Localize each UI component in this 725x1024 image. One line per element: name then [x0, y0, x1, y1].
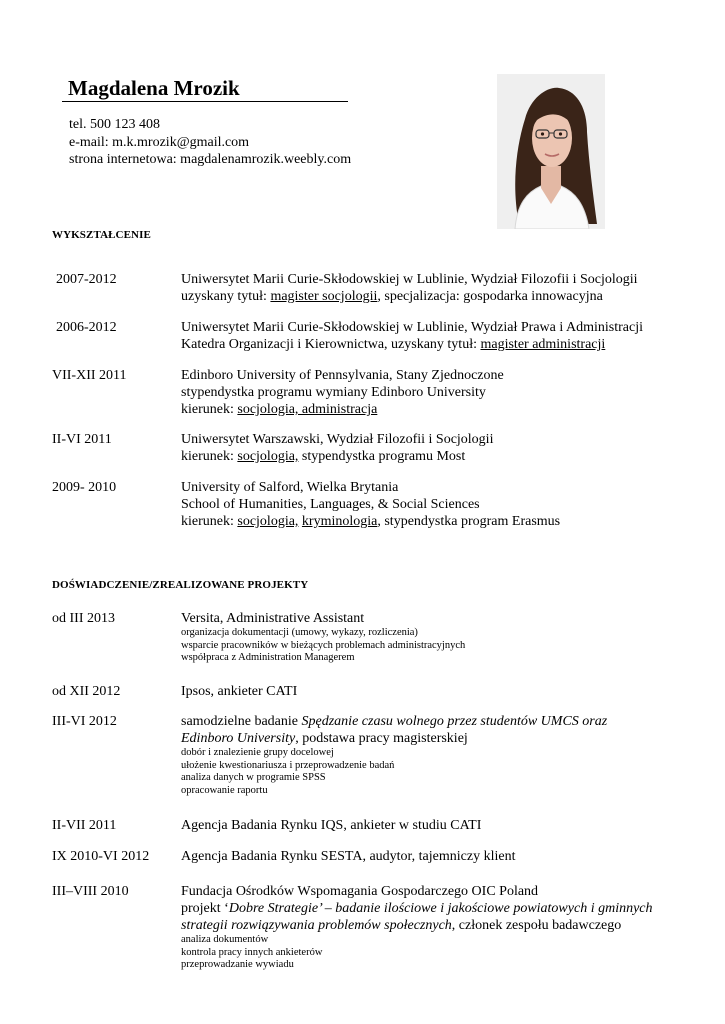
entry-line: School of Humanities, Languages, & Social Sciences: [181, 497, 480, 512]
entry-title: strategii rozwiązywania problemów społecznych, członek zespołu badawczego: [181, 918, 622, 933]
entry-title: Agencja Badania Rynku IQS, ankieter w studiu CATI: [181, 818, 482, 833]
entry-body: [181, 848, 711, 865]
entry-body: [181, 683, 711, 700]
entry-body: [181, 367, 711, 418]
entry-detail: wsparcie pracowników w bieżących problemach administracyjnych: [181, 639, 466, 651]
entry-body: [181, 479, 711, 530]
project-title: strategii rozwiązywania problemów społecznych: [181, 918, 452, 933]
entry-date: od III 2013: [52, 611, 115, 626]
entry-detail: analiza danych w programie SPSS: [181, 772, 326, 784]
project-title: Dobre Strategie’ – badanie ilościowe i jakościowe powiatowych i gminnych: [228, 901, 653, 916]
entry-date: II-VII 2011: [52, 818, 117, 833]
entry-body: [181, 713, 711, 797]
field-of-study: kryminologia: [301, 514, 378, 529]
entry-detail: organizacja dokumentacji (umowy, wykazy, rozliczenia): [181, 627, 418, 638]
entry-line: Uniwersytet Marii Curie-Skłodowskiej w Lublinie, Wydział Filozofii i Socjologii: [181, 272, 638, 287]
thesis-title: Spędzanie czasu wolnego przez studentów UMCS oraz: [301, 714, 608, 729]
entry-title: Agencja Badania Rynku SESTA, audytor, tajemniczy klient: [181, 849, 516, 864]
entry-body: [181, 883, 711, 972]
entry-line: kierunek: socjologia, administracja: [181, 402, 378, 417]
entry-date: 2007-2012: [56, 272, 117, 287]
entry-line: Uniwersytet Warszawski, Wydział Filozofii i Socjologii: [181, 432, 494, 447]
entry-body: [181, 817, 711, 834]
entry-title: Fundacja Ośrodków Wspomagania Gospodarczego OIC Poland: [181, 884, 539, 899]
entry-body: [181, 271, 711, 305]
cv-name: Magdalena Mrozik: [68, 76, 240, 100]
entry-date: 2006-2012: [56, 320, 117, 335]
entry-title: Edinboro University, podstawa pracy magisterskiej: [181, 731, 468, 746]
entry-body: [181, 319, 711, 353]
email: e-mail: m.k.mrozik@gmail.com: [69, 134, 250, 150]
degree-link: magister socjologii: [270, 289, 378, 304]
entry-detail: współpraca z Administration Managerem: [181, 652, 355, 664]
name-underline: [62, 101, 348, 102]
entry-line: Katedra Organizacji i Kierownictwa, uzyskany tytuł: magister administracji: [181, 337, 606, 352]
entry-date: II-VI 2011: [52, 432, 112, 447]
entry-date: VII-XII 2011: [52, 368, 127, 383]
entry-detail: dobór i znalezienie grupy docelowej: [181, 747, 334, 758]
entry-body: [181, 431, 711, 465]
entry-title: Ipsos, ankieter CATI: [181, 684, 298, 699]
field-of-study: socjologia, administracja: [237, 402, 378, 417]
entry-date: III–VIII 2010: [52, 884, 129, 899]
entry-body: [181, 610, 711, 665]
entry-detail: opracowanie raportu: [181, 784, 268, 796]
website: strona internetowa: magdalenamrozik.weebly.com: [69, 152, 352, 167]
entry-line: University of Salford, Wielka Brytania: [181, 480, 399, 495]
entry-line: Uniwersytet Marii Curie-Skłodowskiej w Lublinie, Wydział Prawa i Administracji: [181, 320, 643, 335]
section-heading-experience: DOŚWIADCZENIE/ZREALIZOWANE PROJEKTY: [52, 579, 309, 591]
entry-date: od XII 2012: [52, 684, 121, 699]
entry-line: stypendystka programu wymiany Edinboro University: [181, 385, 486, 400]
thesis-title: Edinboro University: [181, 731, 296, 746]
entry-line: Edinboro University of Pennsylvania, Stany Zjednoczone: [181, 368, 504, 383]
entry-detail: analiza dokumentów: [181, 934, 269, 945]
entry-line: kierunek: socjologia, stypendystka programu Most: [181, 449, 466, 464]
profile-photo: [497, 74, 605, 229]
entry-title: samodzielne badanie Spędzanie czasu wolnego przez studentów UMCS oraz: [181, 714, 608, 729]
entry-detail: ułożenie kwestionariusza i przeprowadzenie badań: [181, 759, 395, 771]
entry-line: uzyskany tytuł: magister socjologii, specjalizacja: gospodarka innowacyjna: [181, 289, 603, 304]
entry-date: III-VI 2012: [52, 714, 117, 729]
section-heading-education: WYKSZTAŁCENIE: [52, 229, 151, 241]
entry-line: kierunek: socjologia, kryminologia, stypendystka program Erasmus: [181, 514, 561, 529]
entry-title: projekt ‘Dobre Strategie’ – badanie ilościowe i jakościowe powiatowych i gminnych: [181, 901, 653, 916]
entry-date: IX 2010-VI 2012: [52, 849, 150, 864]
entry-detail: kontrola pracy innych ankieterów: [181, 946, 323, 958]
entry-detail: przeprowadzanie wywiadu: [181, 959, 294, 971]
field-of-study: socjologia,: [237, 514, 299, 529]
field-of-study: socjologia,: [237, 449, 299, 464]
phone: tel. 500 123 408: [69, 117, 160, 132]
contact-block: [69, 116, 351, 169]
degree-link: magister administracji: [480, 337, 606, 352]
portrait-image: [497, 74, 605, 229]
entry-title: Versita, Administrative Assistant: [181, 611, 365, 626]
entry-date: 2009- 2010: [52, 480, 117, 495]
